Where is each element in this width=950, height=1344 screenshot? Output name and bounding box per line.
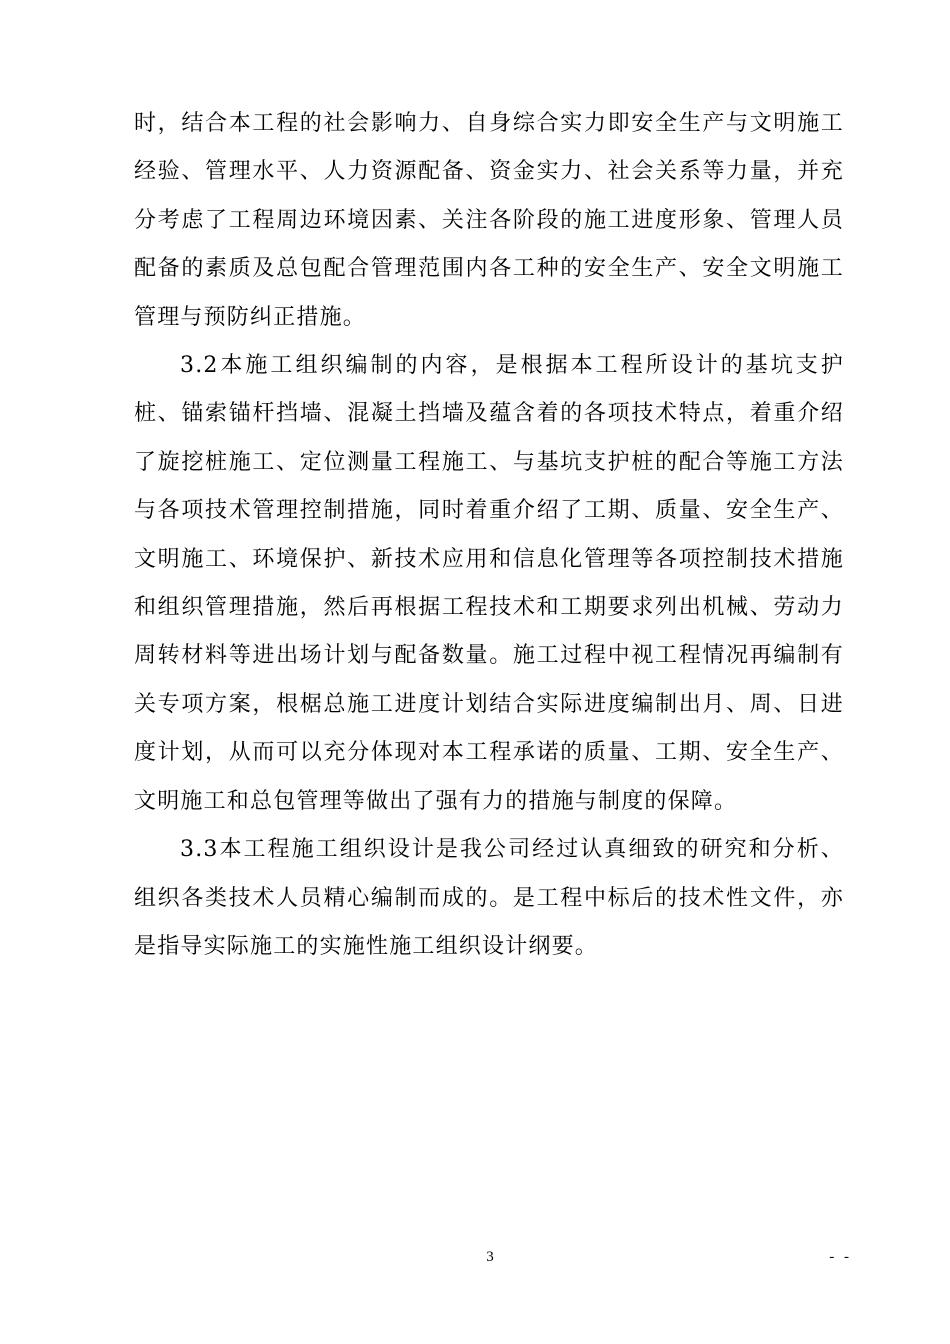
document-body [134,100,844,971]
paragraph-continuation: 时，结合本工程的社会影响力、自身综合实力即安全生产与文明施工经验、管理水平、人力资源配备、资金实力、社会关系等力量，并充分考虑了工程周边环境因素、关注各阶段的施工进度形象、管理人员配备的素质及总包配合管理范围内各工种的安全生产、安全文明施工管理与预防纠正措施。 [134,111,844,330]
paragraph-3-3: 3.3本工程施工组织设计是我公司经过认真细致的研究和分析、组织各类技术人员精心编制而成的。是工程中标后的技术性文件，亦是指导实际施工的实施性施工组织设计纲要。 [134,837,844,959]
paragraph-3-2: 3.2本施工组织编制的内容，是根据本工程所设计的基坑支护桩、锚索锚杆挡墙、混凝土挡墙及蕴含着的各项技术特点，着重介绍了旋挖桩施工、定位测量工程施工、与基坑支护桩的配合等施工方法与各项技术管理控制措施，同时着重介绍了工期、质量、安全生产、文明施工、环境保护、新技术应用和信息化管理等各项控制技术措施和组织管理措施，然后再根据工程技术和工期要求列出机械、劳动力周转材料等进出场计划与配备数量。施工过程中视工程情况再编制有关专项方案，根椐总施工进度计划结合实际进度编制出月、周、日进度计划，从而可以充分体现对本工程承诺的质量、工期、安全生产、文明施工和总包管理等做出了强有力的措施与制度的保障。 [134,353,844,814]
footer-mark: - - [829,1249,852,1265]
page-number: 3 [486,1249,494,1265]
